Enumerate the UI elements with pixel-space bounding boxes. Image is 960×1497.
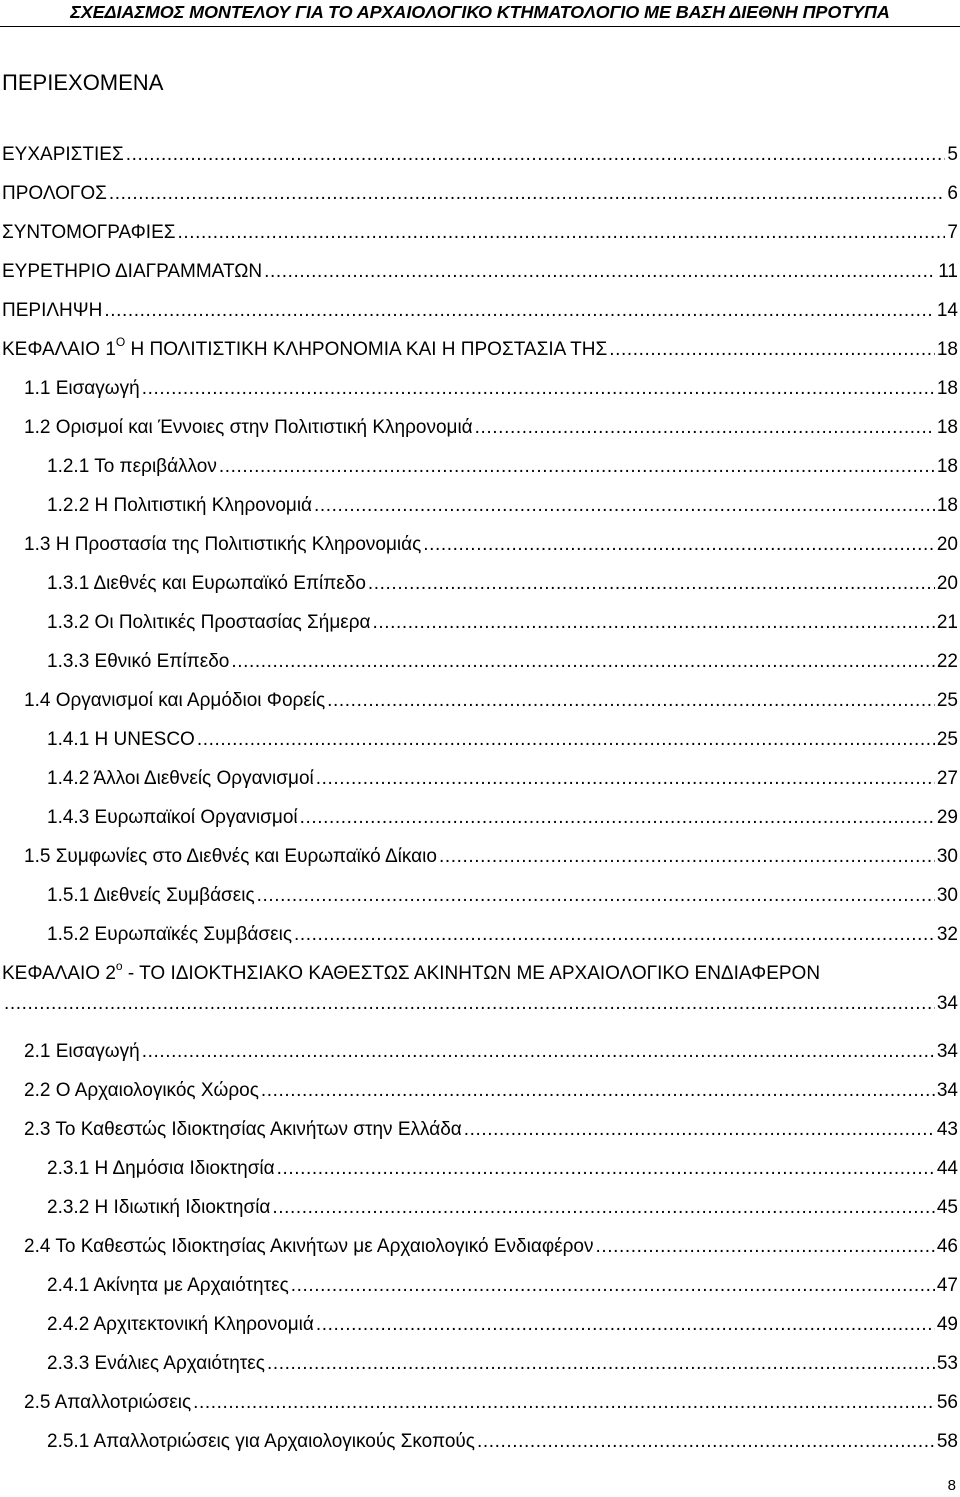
toc-entry-page: 22 [936, 651, 958, 672]
toc-entry[interactable] [24, 374, 960, 413]
dot-leader [423, 530, 935, 560]
toc-entry-page: 53 [936, 1353, 958, 1374]
dot-leader [142, 1037, 935, 1067]
toc-entry-page: 7 [947, 222, 958, 243]
toc-entry-page: 32 [936, 924, 958, 945]
toc-entry-page: 27 [936, 768, 958, 789]
toc-entry-label: 1.4.2 Άλλοι Διεθνείς Οργανισμοί [47, 768, 314, 789]
dot-leader [193, 1388, 935, 1418]
toc-entry[interactable] [47, 1271, 960, 1310]
dot-leader [272, 1193, 934, 1223]
toc-entry-page: 43 [936, 1119, 958, 1140]
dot-leader [197, 725, 935, 755]
toc-entry[interactable] [47, 647, 960, 686]
toc-entry-label: 2.4.1 Ακίνητα με Αρχαιότητες [47, 1275, 289, 1296]
toc-entry-label: ΠΡΟΛΟΓΟΣ [2, 183, 107, 204]
toc-entry-label: 1.1 Εισαγωγή [24, 378, 140, 399]
toc-entry-page: 20 [936, 534, 958, 555]
toc-entry-label: 2.3 Το Καθεστώς Ιδιοκτησίας Ακινήτων στην Ελλάδα [24, 1119, 462, 1140]
dot-leader [231, 647, 935, 677]
toc-entry-page: 20 [936, 573, 958, 594]
table-of-contents [0, 140, 960, 1466]
toc-entry[interactable] [47, 725, 960, 764]
toc-entry-label: 1.3.1 Διεθνές και Ευρωπαϊκό Επίπεδο [47, 573, 366, 594]
dot-leader [277, 1154, 935, 1184]
toc-entry[interactable] [2, 140, 960, 179]
toc-entry-page: 34 [936, 1080, 958, 1101]
toc-entry[interactable] [24, 842, 960, 881]
toc-entry-page: 25 [936, 729, 958, 750]
dot-leader [267, 1349, 935, 1379]
dot-leader [142, 374, 935, 404]
dot-leader [261, 1076, 935, 1106]
toc-entry-label: 2.4 Το Καθεστώς Ιδιοκτησίας Ακινήτων με Αρχαιολογικό Ενδιαφέρον [24, 1236, 594, 1257]
toc-entry-label: 2.3.2 Η Ιδιωτική Ιδιοκτησία [47, 1197, 271, 1218]
superscript: Ο [115, 334, 126, 349]
toc-entry-page: 58 [936, 1431, 958, 1452]
dot-leader [219, 452, 935, 482]
dot-leader [264, 257, 936, 287]
dot-leader [257, 881, 935, 911]
toc-entry[interactable] [24, 1115, 960, 1154]
toc-entry-page: 45 [936, 1197, 958, 1218]
dot-leader [368, 569, 935, 599]
toc-entry-label: 2.2 Ο Αρχαιολογικός Χώρος [24, 1080, 259, 1101]
toc-entry-page: 34 [936, 993, 958, 1014]
toc-entry-page: 18 [936, 339, 958, 360]
toc-entry-label: ΣΥΝΤΟΜΟΓΡΑΦΙΕΣ [2, 222, 176, 243]
toc-entry[interactable] [47, 1310, 960, 1349]
toc-entry-label: 1.3 Η Προστασία της Πολιτιστικής Κληρονομιάς [24, 534, 422, 555]
toc-entry-label: 2.3.1 Η Δημόσια Ιδιοκτησία [47, 1158, 275, 1179]
toc-entry[interactable] [47, 1154, 960, 1193]
toc-entry-label: 2.3.3 Ενάλιες Αρχαιότητες [47, 1353, 265, 1374]
dot-leader [477, 1427, 935, 1457]
toc-entry-page: 34 [936, 1041, 958, 1062]
toc-entry[interactable] [24, 1076, 960, 1115]
toc-entry-label: 2.4.2 Αρχιτεκτονική Κληρονομιά [47, 1314, 314, 1335]
dot-leader [475, 413, 935, 443]
toc-entry[interactable] [24, 1388, 960, 1427]
toc-entry[interactable] [2, 257, 960, 296]
toc-entry[interactable] [47, 920, 960, 959]
dot-leader [609, 335, 935, 365]
page-number: 8 [947, 1477, 956, 1494]
superscript: ο [115, 958, 123, 973]
toc-entry[interactable] [47, 452, 960, 491]
toc-entry-page: 47 [936, 1275, 958, 1296]
dot-leader [316, 764, 935, 794]
toc-entry-label: 1.4.1 Η UNESCO [47, 729, 195, 750]
toc-entry[interactable] [47, 1427, 960, 1466]
toc-entry-page: 25 [936, 690, 958, 711]
toc-entry[interactable] [2, 179, 960, 218]
toc-entry[interactable] [24, 1232, 960, 1271]
toc-entry-label: 1.2.2 Η Πολιτιστική Κληρονομιά [47, 495, 313, 516]
dot-leader [316, 1310, 935, 1340]
toc-entry-label: ΚΕΦΑΛΑΙΟ $1^O$ Η ΠΟΛΙΤΙΣΤΙΚΗ ΚΛΗΡΟΝΟΜΙΑ ΚΑΙ Η ΠΡΟΣΤΑΣΙΑ ΤΗΣ [2, 334, 608, 360]
toc-entry-label: 1.5 Συμφωνίες στο Διεθνές και Ευρωπαϊκό Δίκαιο [24, 846, 437, 867]
running-header: ΣΧΕΔΙΑΣΜΟΣ ΜΟΝΤΕΛΟΥ ΓΙΑ ΤΟ ΑΡΧΑΙΟΛΟΓΙΚΟ ΚΤΗΜΑΤΟΛΟΓΙΟ ΜΕ ΒΑΣΗ ΔΙΕΘΝΗ ΠΡΟΤΥΠΑ [70, 2, 890, 22]
dot-leader [109, 179, 946, 209]
toc-entry-chapter[interactable] [2, 959, 960, 1037]
dot-leader [294, 920, 935, 950]
toc-entry-label: 1.2 Ορισμοί και Έννοιες στην Πολιτιστική Κληρονομιά [24, 417, 473, 438]
toc-entry-label: 1.4.3 Ευρωπαϊκοί Οργανισμοί [47, 807, 298, 828]
toc-entry-label: 1.3.3 Εθνικό Επίπεδο [47, 651, 230, 672]
toc-entry-page: 30 [936, 885, 958, 906]
toc-entry-page: 18 [936, 456, 958, 477]
toc-entry[interactable] [47, 569, 960, 608]
toc-entry[interactable] [47, 608, 960, 647]
toc-entry-label: 1.2.1 Το περιβάλλον [47, 456, 217, 477]
toc-entry-page: 56 [936, 1392, 958, 1413]
toc-entry[interactable] [24, 413, 960, 452]
toc-title: ΠΕΡΙΕΧΟΜΕΝΑ [2, 70, 164, 95]
toc-entry[interactable] [2, 296, 960, 335]
toc-entry-page: 18 [936, 378, 958, 399]
toc-entry-label: ΚΕΦΑΛΑΙΟ $2^o$ - ΤΟ ΙΔΙΟΚΤΗΣΙΑΚΟ ΚΑΘΕΣΤΩΣ ΑΚΙΝΗΤΩΝ ΜΕ ΑΡΧΑΙΟΛΟΓΙΚΟ ΕΝΔΙΑΦΕΡΟΝ [2, 958, 821, 984]
toc-entry[interactable] [47, 1349, 960, 1388]
toc-entry[interactable] [47, 491, 960, 530]
toc-entry-page: 49 [936, 1314, 958, 1335]
dot-leader [439, 842, 935, 872]
dot-leader [314, 491, 935, 521]
toc-entry-page: 18 [936, 495, 958, 516]
toc-entry-page: 44 [936, 1158, 958, 1179]
toc-entry-chapter[interactable] [2, 335, 960, 374]
toc-entry[interactable] [47, 764, 960, 803]
dot-leader [596, 1232, 935, 1262]
toc-entry-page: 18 [936, 417, 958, 438]
toc-entry-label: 2.1 Εισαγωγή [24, 1041, 140, 1062]
toc-entry-page: 46 [936, 1236, 958, 1257]
toc-entry-label: 1.5.2 Ευρωπαϊκές Συμβάσεις [47, 924, 292, 945]
dot-leader [291, 1271, 935, 1301]
dot-leader [104, 296, 935, 326]
dot-leader [126, 140, 946, 170]
toc-entry-label: ΠΕΡΙΛΗΨΗ [2, 300, 103, 321]
toc-entry-label: 2.5.1 Απαλλοτριώσεις για Αρχαιολογικούς Σκοπούς [47, 1431, 475, 1452]
toc-entry-label: ΕΥΧΑΡΙΣΤΙΕΣ [2, 144, 124, 165]
dot-leader [4, 989, 935, 1019]
toc-entry-page: 14 [936, 300, 958, 321]
toc-entry-page: 5 [947, 144, 958, 165]
dot-leader [464, 1115, 935, 1145]
toc-entry-label: 1.5.1 Διεθνείς Συμβάσεις [47, 885, 255, 906]
toc-entry-page: 11 [938, 261, 958, 282]
toc-entry[interactable] [47, 803, 960, 842]
toc-entry[interactable] [24, 686, 960, 725]
toc-entry-page: 29 [936, 807, 958, 828]
toc-entry[interactable] [24, 530, 960, 569]
toc-entry-page: 21 [936, 612, 958, 633]
header-rule [0, 26, 960, 27]
toc-entry-label: 1.4 Οργανισμοί και Αρμόδιοι Φορείς [24, 690, 326, 711]
dot-leader [327, 686, 935, 716]
toc-entry-label: ΕΥΡΕΤΗΡΙΟ ΔΙΑΓΡΑΜΜΑΤΩΝ [2, 261, 263, 282]
toc-entry-label: 2.5 Απαλλοτριώσεις [24, 1392, 192, 1413]
toc-entry-page: 30 [936, 846, 958, 867]
dot-leader [300, 803, 935, 833]
toc-entry[interactable] [24, 1037, 960, 1076]
dot-leader [178, 218, 946, 248]
toc-entry-label: 1.3.2 Οι Πολιτικές Προστασίας Σήμερα [47, 612, 371, 633]
toc-entry[interactable] [47, 1193, 960, 1232]
dot-leader [373, 608, 935, 638]
toc-entry[interactable] [47, 881, 960, 920]
toc-entry-page: 6 [947, 183, 958, 204]
toc-entry[interactable] [2, 218, 960, 257]
